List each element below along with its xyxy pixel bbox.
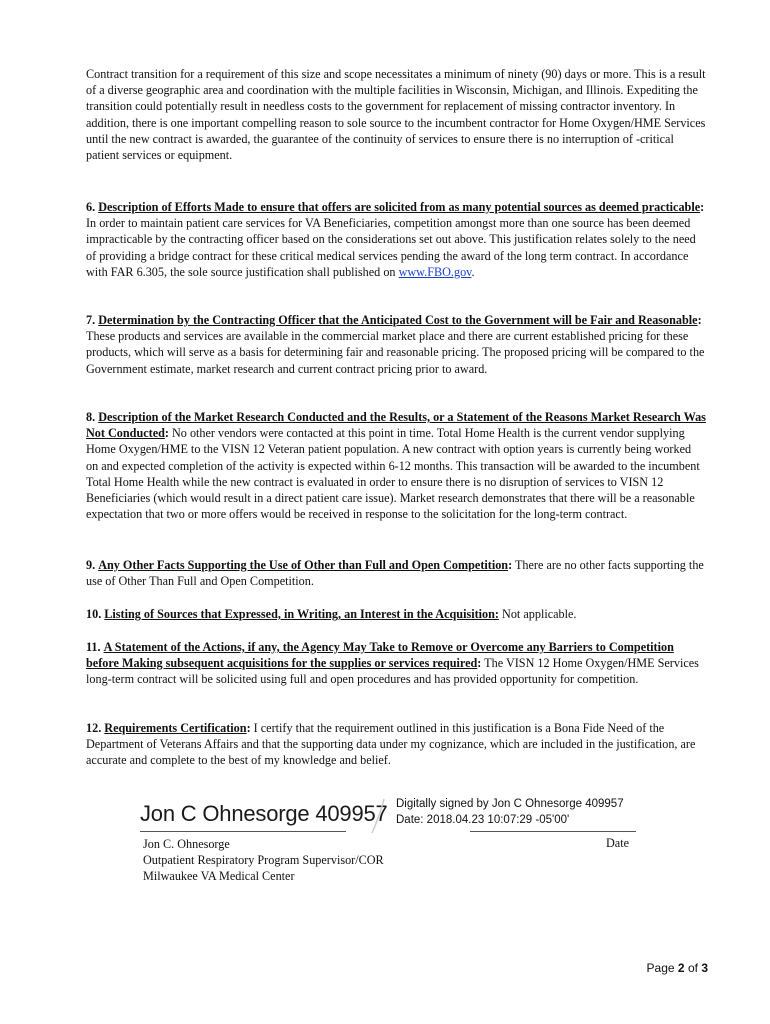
section-number: 11. bbox=[86, 640, 101, 654]
section-12: 12. Requirements Certification: I certify that the requirement outlined in this justification is a Bona Fide Need of the Department of Veterans Affairs and that the supporting data under my cognizance, which are included in the justification, are accurate and complete to the best of my knowledge and belief. bbox=[86, 721, 696, 768]
date-line bbox=[470, 831, 636, 832]
page-total: 3 bbox=[701, 961, 708, 975]
section-body: No other vendors were contacted at this point in time. Total Home Health is the current vendor supplying Home Oxygen/HME to the VISN 12 Veteran patient population. A new contract with option years is currently being worked on and expected completion of the activity is expected within 6-12 months. This transaction will be awarded to the incumbent Total Home Health while the new contract is evaluated in order to ensure there is no disruption of services to VISN 12 Beneficiaries (which would result in a direct patient care issue). Market research demonstrates that there will be a reasonable expectation that two or more offers would be received in response to the solicitation for the long-term contract. bbox=[86, 426, 700, 522]
signed-date-text: Date: 2018.04.23 10:07:29 -05'00' bbox=[396, 813, 570, 826]
section-heading: Listing of Sources that Expressed, in Writing, an Interest in the Acquisition: bbox=[104, 607, 499, 621]
page-footer: Page 2 of 3 bbox=[646, 961, 708, 975]
section-body: There are no other facts supporting the use of Other Than Full and Open Competition. bbox=[86, 558, 704, 589]
section-body: The VISN 12 Home Oxygen/HME Services long-term contract will be solicited using full and open procedures and has provided opportunity for competition. bbox=[86, 656, 699, 687]
section-heading: Description of the Market Research Conducted and the Results, or a Statement of the Reasons Market Research Was Not Conducted bbox=[86, 410, 706, 441]
section-body: In order to maintain patient care services for VA Beneficiaries, competition amongst more than one source has been deemed impracticable by the contracting officer based on the considerations set out above. This justification relates solely to the need of providing a bridge contract for these critical medical services pending the award of the long term contract. In accordance with FAR 6.305, the sole source justification shall published on bbox=[86, 216, 696, 279]
section-7: 7. Determination by the Contracting Officer that the Anticipated Cost to the Government will be Fair and Reasonable: These products and services are available in the commercial market place and there are current established pricing for these products, which will serve as a basis for determining fair and reasonable pricing. The proposed pricing will be compared to the Government estimate, market research and current contract pricing prior to award. bbox=[86, 313, 705, 376]
section-8: 8. Description of the Market Research Conducted and the Results, or a Statement of the Reasons Market Research Was Not Conducted: No other vendors were contacted at this point in time. Total Home Health is the current vendor supplying Home Oxygen/HME to the VISN 12 Veteran patient population. A new contract with option years is currently being worked on and expected completion of the activity is expected within 6-12 months. This transaction will be awarded to the incumbent Total Home Health while the new contract is evaluated in order to ensure there is no disruption of services to VISN 12 Beneficiaries (which would result in a direct patient care issue). Market research demonstrates that there will be a reasonable expectation that two or more offers would be received in response to the solicitation for the long-term contract. bbox=[86, 410, 706, 522]
section-body: I certify that the requirement outlined in this justification is a Bona Fide Need of the Department of Veterans Affairs and that the supporting data under my cognizance, which are included in the justification, are accurate and complete to the best of my knowledge and belief. bbox=[86, 721, 696, 768]
signer-block bbox=[143, 836, 384, 885]
signature-line bbox=[140, 831, 346, 832]
signer-title: Outpatient Respiratory Program Supervisor/COR bbox=[143, 853, 384, 868]
section-number: 12. bbox=[86, 721, 102, 735]
section-number: 7. bbox=[86, 313, 96, 327]
signer-name: Jon C. Ohnesorge bbox=[143, 837, 230, 851]
signature-details bbox=[396, 797, 624, 828]
date-label: Date bbox=[606, 836, 630, 850]
section-body: Not applicable. bbox=[502, 607, 577, 621]
section-heading: A Statement of the Actions, if any, the Agency May Take to Remove or Overcome any Barriers to Competition before Making subsequent acquisitions for the supplies or services required bbox=[86, 640, 674, 671]
section-9: 9. Any Other Facts Supporting the Use of Other than Full and Open Competition: There are no other facts supporting the use of Other Than Full and Open Competition. bbox=[86, 558, 704, 589]
signed-by-text: Digitally signed by Jon C Ohnesorge 409957 bbox=[396, 798, 624, 810]
signer-organization: Milwaukee VA Medical Center bbox=[143, 869, 295, 884]
section-heading: Determination by the Contracting Officer that the Anticipated Cost to the Government will be Fair and Reasonable bbox=[98, 313, 698, 327]
section-number: 8. bbox=[86, 410, 96, 424]
section-heading: Description of Efforts Made to ensure that offers are solicited from as many potential sources as deemed practicable bbox=[98, 200, 701, 214]
section-body: These products and services are available in the commercial market place and there are current established pricing for these products, which will serve as a basis for determining fair and reasonable pricing. The proposed pricing will be compared to the Government estimate, market research and current contract pricing prior to award. bbox=[86, 329, 705, 376]
page-number: 2 bbox=[677, 961, 685, 975]
intro-paragraph: Contract transition for a requirement of this size and scope necessitates a minimum of ninety (90) days or more. This is a result of a diverse geographic area and coordination with the multiple facilities in Wisconsin, Michigan, and Illinois. Expediting the transition could potentially result in needless costs to the government for replacement of missing contractor inventory. In addition, there is one important compelling reason to sole source to the incumbent contractor for Home Oxygen/HME Services until the new contract is awarded, the guarantee of the continuity of services to ensure there is no interruption of -critical patient services or equipment. bbox=[86, 67, 706, 163]
fbo-link[interactable]: www.FBO.gov bbox=[398, 264, 472, 279]
signature-name: Jon C Ohnesorge 409957 bbox=[140, 801, 388, 826]
section-heading: Any Other Facts Supporting the Use of Other than Full and Open Competition bbox=[98, 558, 509, 572]
section-heading: Requirements Certification bbox=[104, 721, 247, 735]
section-number: 9. bbox=[86, 558, 96, 572]
section-10 bbox=[86, 606, 706, 622]
signature-stroke-icon bbox=[368, 797, 388, 835]
section-11: 11. A Statement of the Actions, if any, the Agency May Take to Remove or Overcome any Barriers to Competition before Making subsequent acquisitions for the supplies or services required: The VISN 12 Home Oxygen/HME Services long-term contract will be solicited using full and open procedures and has provided opportunity for competition. bbox=[86, 640, 699, 687]
section-6: 6. Description of Efforts Made to ensure that offers are solicited from as many potential sources as deemed practicable: In order to maintain patient care services for VA Beneficiaries, competition amongst more than one source has been deemed impracticable by the contracting officer based on the considerations set out above. This justification relates solely to the need of providing a bridge contract for these critical medical services pending the award of the long term contract. In accordance with FAR 6.305, the sole source justification shall published on www.FBO.gov. bbox=[86, 200, 705, 279]
section-number: 10. bbox=[86, 607, 102, 621]
section-number: 6. bbox=[86, 200, 96, 214]
